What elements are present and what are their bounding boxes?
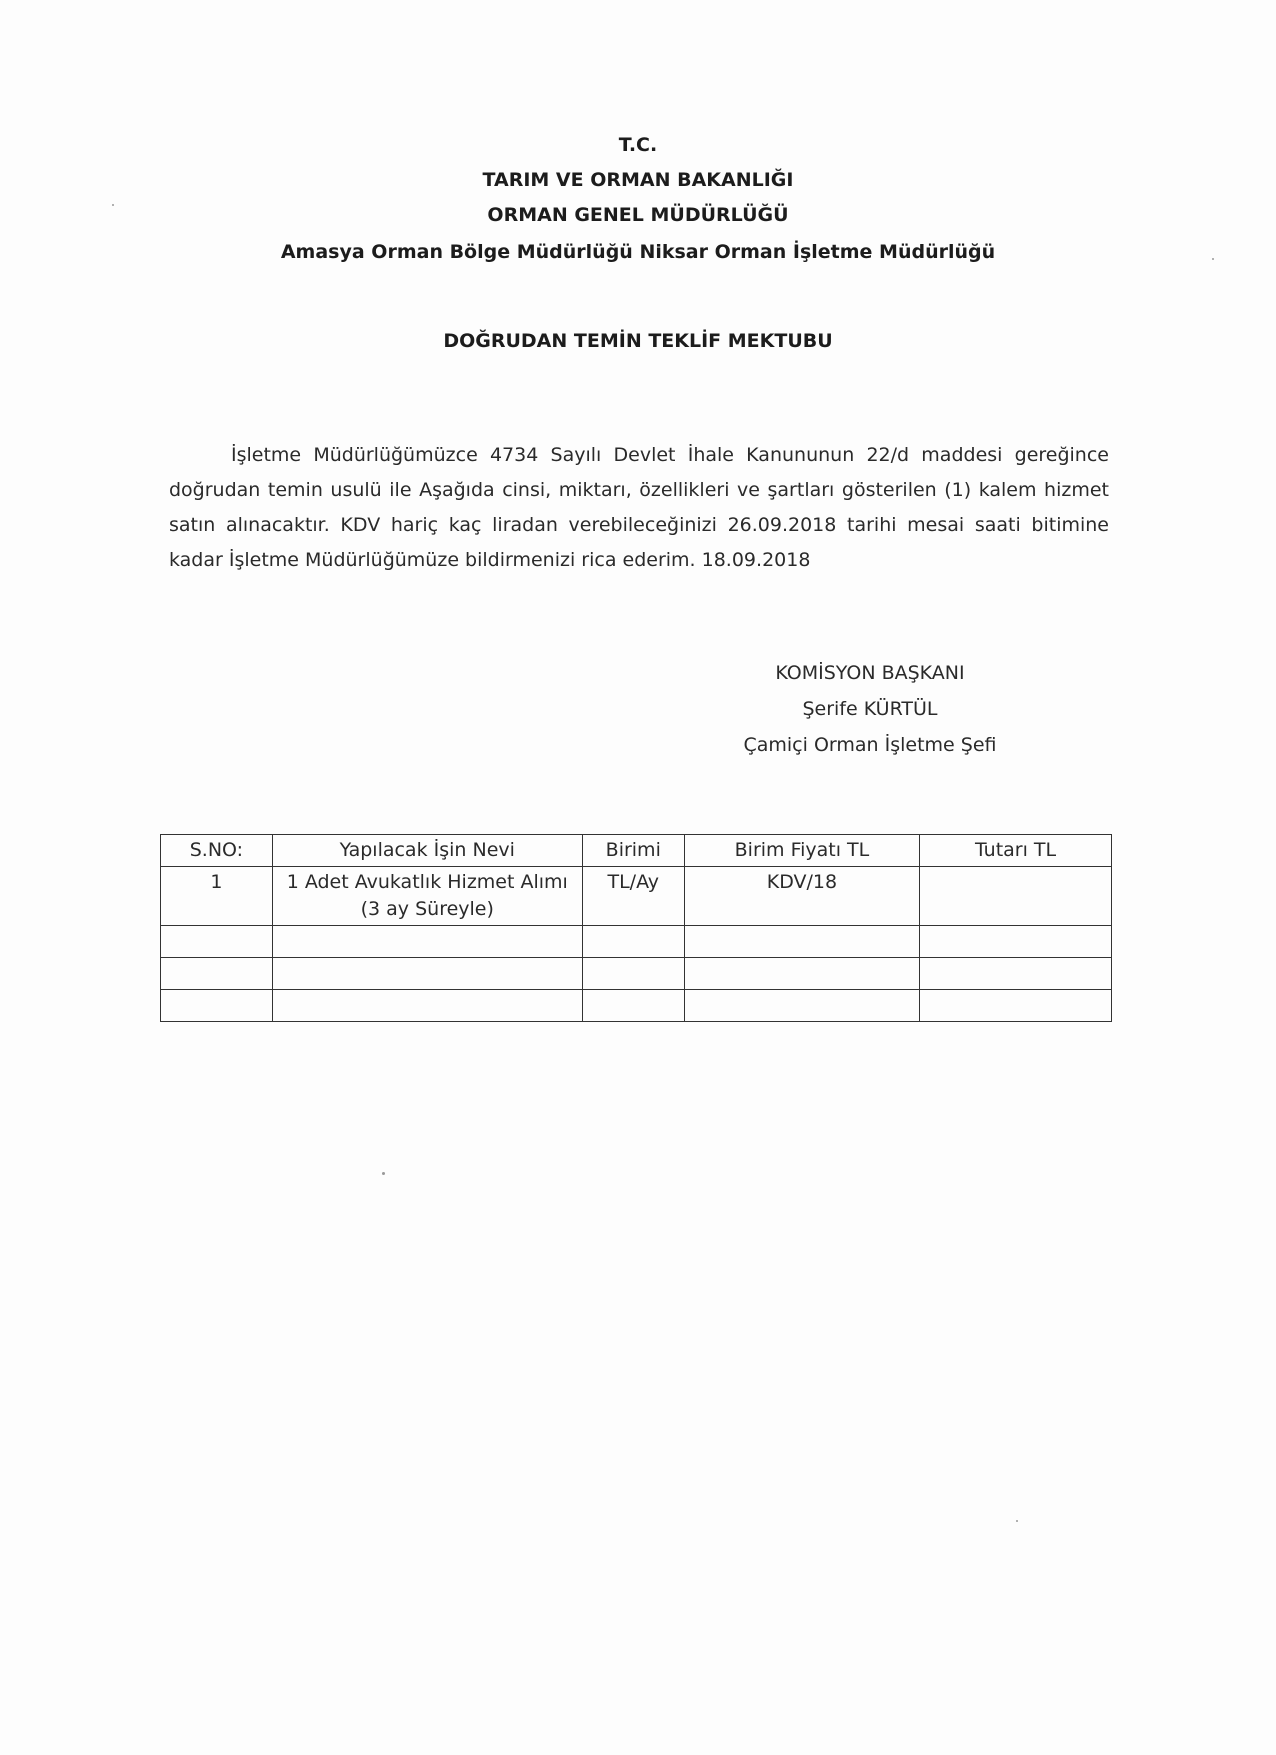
table-row	[161, 958, 1112, 990]
empty-cell	[582, 990, 684, 1022]
table-row	[161, 867, 1112, 926]
body-paragraph-text: İşletme Müdürlüğümüzce 4734 Sayılı Devlet İhale Kanununun 22/d maddesi gereğince doğrudan temin usulü ile Aşağıda cinsi, miktarı, özellikleri ve şartları gösterilen (1) kalem hizmet satın alınacaktır. KDV hariç kaç liradan verebileceğinizi 26.09.2018 tarihi mesai saati bitimine kadar İşletme Müdürlüğümüze bildirmenizi rica ederim. 18.09.2018	[169, 444, 1109, 571]
cell-unit-price: KDV/18	[684, 867, 919, 926]
empty-cell	[920, 926, 1112, 958]
signature-block	[700, 655, 1040, 763]
scan-speck	[112, 204, 114, 206]
signature-name: Şerife KÜRTÜL	[802, 698, 938, 720]
table-row	[161, 926, 1112, 958]
empty-cell	[272, 990, 582, 1022]
cell-description: 1 Adet Avukatlık Hizmet Alımı (3 ay Süreyle)	[272, 867, 582, 926]
body-paragraph	[169, 438, 1109, 578]
header-country: T.C.	[618, 134, 658, 156]
header-directorate: ORMAN GENEL MÜDÜRLÜĞÜ	[487, 204, 789, 226]
header-unit: Birimi	[582, 835, 684, 867]
header-unit-price: Birim Fiyatı TL	[684, 835, 919, 867]
header-total: Tutarı TL	[920, 835, 1112, 867]
empty-cell	[684, 990, 919, 1022]
empty-cell	[684, 926, 919, 958]
cell-unit: TL/Ay	[582, 867, 684, 926]
empty-cell	[272, 958, 582, 990]
cell-total	[920, 867, 1112, 926]
scan-speck	[1212, 258, 1214, 260]
table-header-row	[161, 835, 1112, 867]
scan-speck	[382, 1172, 385, 1175]
header-description: Yapılacak İşin Nevi	[272, 835, 582, 867]
empty-cell	[920, 990, 1112, 1022]
signature-role: KOMİSYON BAŞKANI	[775, 662, 965, 684]
empty-cell	[582, 926, 684, 958]
empty-cell	[272, 926, 582, 958]
empty-cell	[161, 990, 273, 1022]
header-ministry: TARIM VE ORMAN BAKANLIĞI	[482, 169, 794, 191]
empty-cell	[161, 926, 273, 958]
scan-speck	[1016, 1520, 1018, 1522]
empty-cell	[582, 958, 684, 990]
empty-cell	[161, 958, 273, 990]
empty-cell	[920, 958, 1112, 990]
items-table	[160, 834, 1112, 1022]
header-sno: S.NO:	[161, 835, 273, 867]
signature-position: Çamiçi Orman İşletme Şefi	[743, 734, 997, 756]
document-title: DOĞRUDAN TEMİN TEKLİF MEKTUBU	[443, 330, 833, 352]
cell-sno: 1	[161, 867, 273, 926]
table-row	[161, 990, 1112, 1022]
empty-cell	[684, 958, 919, 990]
header-office: Amasya Orman Bölge Müdürlüğü Niksar Orman İşletme Müdürlüğü	[280, 241, 996, 263]
